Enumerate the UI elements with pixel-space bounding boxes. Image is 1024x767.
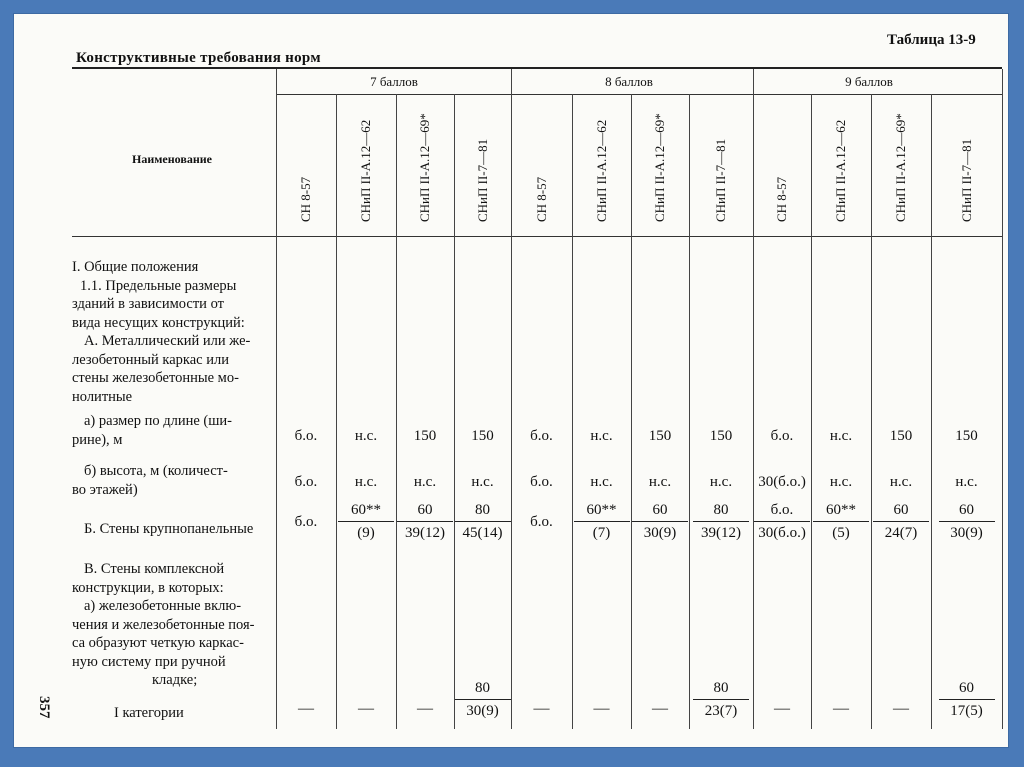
line-1-1: 1.1. Предельные размеры	[80, 277, 237, 294]
height-cell: н.с.	[413, 474, 437, 490]
cat1-cell: —	[298, 700, 314, 717]
length-cell: 150	[889, 428, 913, 444]
line-a: А. Металлический или же-	[84, 333, 251, 349]
panels-cell	[455, 502, 511, 542]
cat1-cell: —	[833, 700, 849, 717]
line-1-1-b: зданий в зависимости от	[72, 296, 224, 312]
cat1-cell: —	[417, 700, 433, 717]
fraction-denominator: (9)	[357, 525, 375, 541]
column-divider	[396, 94, 397, 729]
cat1-cell: —	[533, 700, 550, 717]
group-7-label: 7 баллов	[370, 74, 418, 89]
norm-header: СНиП II-А.12—62	[593, 119, 609, 222]
panels-cell	[338, 502, 394, 542]
panels-cell	[574, 502, 630, 542]
fraction-denominator: 30(б.о.)	[758, 525, 806, 541]
line-a-b: лезобетонный каркас или	[72, 351, 229, 368]
length-cell: б.о.	[770, 428, 794, 444]
length-cell: 150	[648, 428, 672, 444]
fraction-numerator: 60	[939, 680, 995, 700]
row-cat1-label: I категории	[114, 705, 184, 721]
norm-header: СНиП II-А.12—62	[833, 119, 848, 222]
row-height-label: б) высота, м (количест- во этажей)	[72, 463, 228, 498]
panels-cell: б.о.	[294, 514, 318, 530]
fraction-numerator: 60	[873, 502, 929, 522]
column-divider	[931, 94, 932, 729]
length-cell: 150	[413, 428, 437, 444]
norm-header: СНиП II-А.12—69*	[652, 113, 667, 222]
panels-cell	[873, 502, 929, 542]
line-1-1-c: вида несущих конструкций:	[72, 314, 245, 331]
cat1-cell	[939, 680, 995, 720]
height-cell: н.с.	[354, 474, 378, 490]
cat1-cell	[455, 680, 511, 720]
fraction-denominator: 39(12)	[405, 525, 445, 541]
norm-header: СНиП II-7—81	[713, 138, 728, 222]
norm-header: СНиП II-А.12—62	[358, 119, 373, 222]
row-length-label: а) размер по длине (ши- рине), м	[72, 413, 232, 448]
cat1-cell: —	[358, 700, 374, 717]
norm-header: СНиП II-7—81	[958, 138, 974, 222]
norm-header: СН 8-57	[774, 176, 789, 222]
group-rule	[276, 94, 1002, 95]
length-cell: н.с.	[590, 428, 613, 444]
header-bottom-rule	[72, 236, 1002, 237]
column-divider	[1002, 69, 1003, 729]
fraction-denominator: 30(9)	[950, 525, 983, 541]
length-cell: 150	[471, 428, 494, 444]
fraction-numerator: 60	[632, 502, 688, 522]
panels-cell	[939, 502, 995, 542]
cat1-cell: —	[652, 700, 668, 717]
norm-header: СН 8-57	[533, 176, 549, 222]
fraction-numerator: 60	[397, 502, 453, 522]
length-cell: н.с.	[354, 428, 378, 444]
row-panels-label: Б. Стены крупнопанельные	[84, 521, 254, 537]
fraction-numerator: 60**	[574, 502, 630, 522]
fraction-numerator: 60	[939, 502, 995, 522]
fraction-denominator: 45(14)	[462, 525, 503, 541]
column-divider	[336, 94, 337, 729]
height-cell: б.о.	[294, 474, 318, 490]
fraction-denominator: 39(12)	[701, 525, 741, 541]
height-cell: н.с.	[648, 474, 672, 490]
cat1-cell: —	[593, 700, 610, 717]
height-cell: б.о.	[530, 474, 553, 490]
height-cell: н.с.	[829, 474, 853, 490]
norm-header: СНиП II-7—81	[474, 138, 490, 222]
column-divider	[871, 94, 872, 729]
length-cell: 150	[955, 428, 978, 444]
name-column-header: Наименование	[132, 152, 212, 166]
column-divider	[811, 94, 812, 729]
height-cell: н.с.	[955, 474, 978, 490]
fraction-numerator: 60**	[338, 502, 394, 522]
line-a-c: стены железобетонные мо-	[72, 370, 239, 386]
fraction-numerator: 80	[693, 680, 749, 700]
group-8-label: 8 баллов	[605, 74, 653, 89]
norm-header: СНиП II-А.12—69*	[417, 113, 432, 222]
length-cell: 150	[709, 428, 733, 444]
panels-cell	[813, 502, 869, 542]
fraction-denominator: 30(9)	[466, 703, 499, 719]
length-cell: б.о.	[530, 428, 553, 444]
cat1-cell: —	[893, 700, 909, 717]
height-cell: н.с.	[590, 474, 613, 490]
length-cell: н.с.	[829, 428, 853, 444]
column-divider	[276, 69, 277, 729]
column-divider	[689, 94, 690, 729]
fraction-numerator: б.о.	[754, 502, 810, 522]
row-v-label: В. Стены комплексной конструкции, в которых: а) железобетонные вклю- чения и железобетонные поя- са образуют четкую каркас- ную систему при ручной кладке;	[72, 561, 255, 688]
length-cell: б.о.	[294, 428, 318, 444]
page-number: 357	[36, 696, 52, 719]
panels-cell: б.о.	[530, 514, 553, 530]
column-divider	[511, 69, 512, 729]
table-number: Таблица 13-9	[887, 32, 976, 48]
fraction-numerator: 60**	[813, 502, 869, 522]
column-divider	[753, 69, 754, 729]
column-divider	[454, 94, 455, 729]
table-caption: Конструктивные требования норм	[76, 50, 321, 66]
fraction-denominator: 30(9)	[643, 525, 677, 541]
fraction-denominator: (5)	[832, 525, 850, 541]
panels-cell	[397, 502, 453, 542]
fraction-numerator: 80	[693, 502, 749, 522]
cat1-cell	[693, 680, 749, 720]
cat1-cell: —	[774, 700, 790, 717]
fraction-denominator: 23(7)	[704, 703, 738, 719]
column-divider	[572, 94, 573, 729]
height-cell: н.с.	[709, 474, 733, 490]
panels-cell	[632, 502, 688, 542]
norm-header: СНиП II-А.12—69*	[893, 113, 908, 222]
fraction-numerator: 80	[455, 680, 511, 700]
norm-header: СН 8-57	[298, 176, 313, 222]
body-text-block	[72, 258, 250, 406]
panels-cell	[754, 502, 810, 542]
document-page	[14, 14, 1008, 747]
panels-cell	[693, 502, 749, 542]
fraction-denominator: (7)	[592, 525, 611, 541]
height-cell: н.с.	[471, 474, 494, 490]
line-section-1: I. Общие положения	[72, 259, 199, 275]
line-a-d: нолитные	[72, 388, 133, 405]
fraction-numerator: 80	[455, 502, 511, 522]
fraction-denominator: 24(7)	[884, 525, 918, 541]
group-9-label: 9 баллов	[845, 74, 893, 89]
top-rule	[72, 67, 1002, 69]
fraction-denominator: 17(5)	[950, 703, 983, 719]
height-cell: 30(б.о.)	[758, 474, 806, 490]
column-divider	[631, 94, 632, 729]
height-cell: н.с.	[889, 474, 913, 490]
